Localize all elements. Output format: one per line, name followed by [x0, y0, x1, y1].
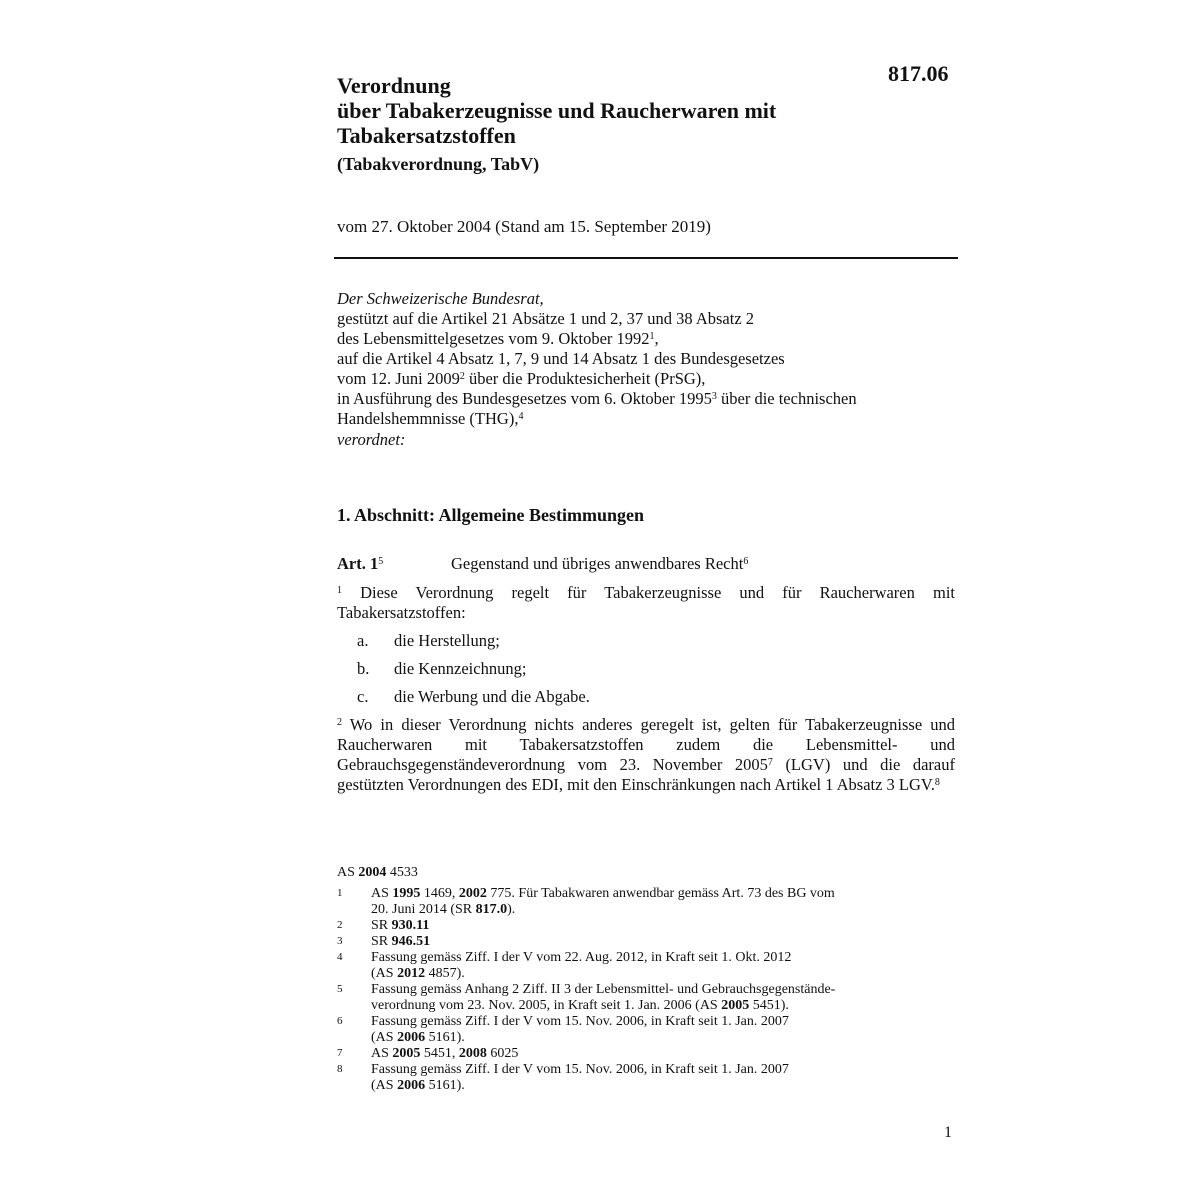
list-item-letter: b. — [357, 659, 370, 678]
footnote-number: 3 — [337, 935, 343, 947]
section-heading: 1. Abschnitt: Allgemeine Bestimmungen — [337, 505, 645, 525]
preamble-line: gestützt auf die Artikel 21 Absätze 1 und 2, 37 und 38 Absatz 2 — [337, 309, 755, 328]
list-item-text: die Werbung und die Abgabe. — [394, 687, 590, 706]
footnote: 1 AS 1995 1469, 2002 775. Für Tabakwaren anwendbar gemäss Art. 73 des BG vom 20. Juni 2014 (SR 817.0). — [337, 886, 835, 917]
list-item-text: die Herstellung; — [394, 631, 500, 650]
footnote-number: 7 — [337, 1047, 343, 1059]
footnote-ref[interactable]: 4 — [518, 411, 524, 422]
preamble-line: Handelshemmnisse (THG),$^4$ — [337, 409, 524, 428]
list-item-letter: c. — [357, 687, 369, 706]
preamble-verordnet: verordnet: — [337, 430, 406, 449]
article-number: Art. 1 — [337, 554, 379, 573]
list-item-letter: a. — [357, 631, 369, 650]
footnote-number: 8 — [337, 1063, 343, 1075]
footnotes — [337, 886, 937, 1094]
title-line: Verordnung — [337, 73, 451, 98]
footnote-ref[interactable]: 8 — [934, 777, 940, 788]
preamble-line: auf die Artikel 4 Absatz 1, 7, 9 und 14 Absatz 1 des Bundesgesetzes — [337, 349, 785, 368]
footnote: 8 Fassung gemäss Ziff. I der V vom 15. Nov. 2006, in Kraft seit 1. Jan. 2007 (AS 2006 5161). — [337, 1062, 789, 1093]
paragraph-number: 2 — [337, 717, 342, 728]
document-subtitle: (Tabakverordnung, TabV) — [337, 154, 540, 174]
preamble-line: in Ausführung des Bundesgesetzes vom 6. Oktober 1995$^3$ über die technischen — [337, 389, 857, 408]
footnote: 7 AS 2005 5451, 2008 6025 — [337, 1046, 519, 1061]
footnote-number: 5 — [337, 983, 343, 995]
date-line: vom 27. Oktober 2004 (Stand am 15. September 2019) — [337, 217, 711, 236]
as-reference: AS 2004 4533 — [337, 865, 418, 880]
article-paragraph-2: $^2$ Wo in dieser Verordnung nichts anderes geregelt ist, gelten für Tabakerzeugnisse und Raucherwaren mit Tabakersatzstoffen zudem die Lebensmittel- und Gebrauchsgegenständeverordnung vom 23. November 2005$^7$ (LGV) und die darauf gestützten Verordnungen des EDI, mit den Einschränkungen nach Artikel 1 Absatz 3 LGV.$^8$ — [337, 715, 955, 794]
footnote-ref[interactable]: 1 — [649, 331, 655, 342]
title-line: über Tabakerzeugnisse und Raucherwaren mit — [337, 98, 777, 123]
preamble — [337, 289, 957, 450]
article-heading — [337, 554, 749, 574]
footnote-ref[interactable]: 7 — [767, 757, 773, 768]
footnote: 4 Fassung gemäss Ziff. I der V vom 22. Aug. 2012, in Kraft seit 1. Okt. 2012 (AS 2012 4857). — [337, 950, 792, 981]
preamble-authority: Der Schweizerische Bundesrat, — [337, 289, 544, 308]
footnote-number: 1 — [337, 887, 343, 899]
page-number: 1 — [944, 1124, 952, 1141]
paragraph-number: 1 — [337, 585, 342, 596]
footnote-ref[interactable]: 6 — [743, 556, 749, 567]
footnote-number: 2 — [337, 919, 343, 931]
footnote-number: 4 — [337, 951, 343, 963]
list-item-text: die Kennzeichnung; — [394, 659, 527, 678]
footnote-ref[interactable]: 2 — [459, 371, 465, 382]
preamble-line: des Lebensmittelgesetzes vom 9. Oktober 1992$^1$, — [337, 329, 659, 348]
footnote: 5 Fassung gemäss Anhang 2 Ziff. II 3 der Lebensmittel- und Gebrauchsgegenstände- verordnung vom 23. Nov. 2005, in Kraft seit 1. Jan. 2006 (AS 2005 5451). — [337, 982, 836, 1013]
sr-number: 817.06 — [888, 61, 949, 86]
footnote: 6 Fassung gemäss Ziff. I der V vom 15. Nov. 2006, in Kraft seit 1. Jan. 2007 (AS 2006 5161). — [337, 1014, 789, 1045]
footnote-ref[interactable]: 3 — [711, 391, 717, 402]
footnote: 3 SR 946.51 — [337, 934, 431, 949]
document-title — [337, 73, 776, 148]
title-line: Tabakersatzstoffen — [337, 123, 516, 148]
footnote: 2 SR 930.11 — [337, 918, 430, 933]
preamble-line: vom 12. Juni 2009$^2$ über die Produktesicherheit (PrSG), — [337, 369, 706, 388]
article-paragraph-1: $^1$ Diese Verordnung regelt für Tabakerzeugnisse und für Raucherwaren mit Tabakersatzstoffen: — [337, 583, 955, 622]
header-divider — [334, 257, 958, 259]
footnote-ref[interactable]: 5 — [378, 556, 384, 567]
footnote-number: 6 — [337, 1015, 343, 1027]
article-title: Gegenstand und übriges anwendbares Recht$^6$ — [451, 554, 749, 573]
